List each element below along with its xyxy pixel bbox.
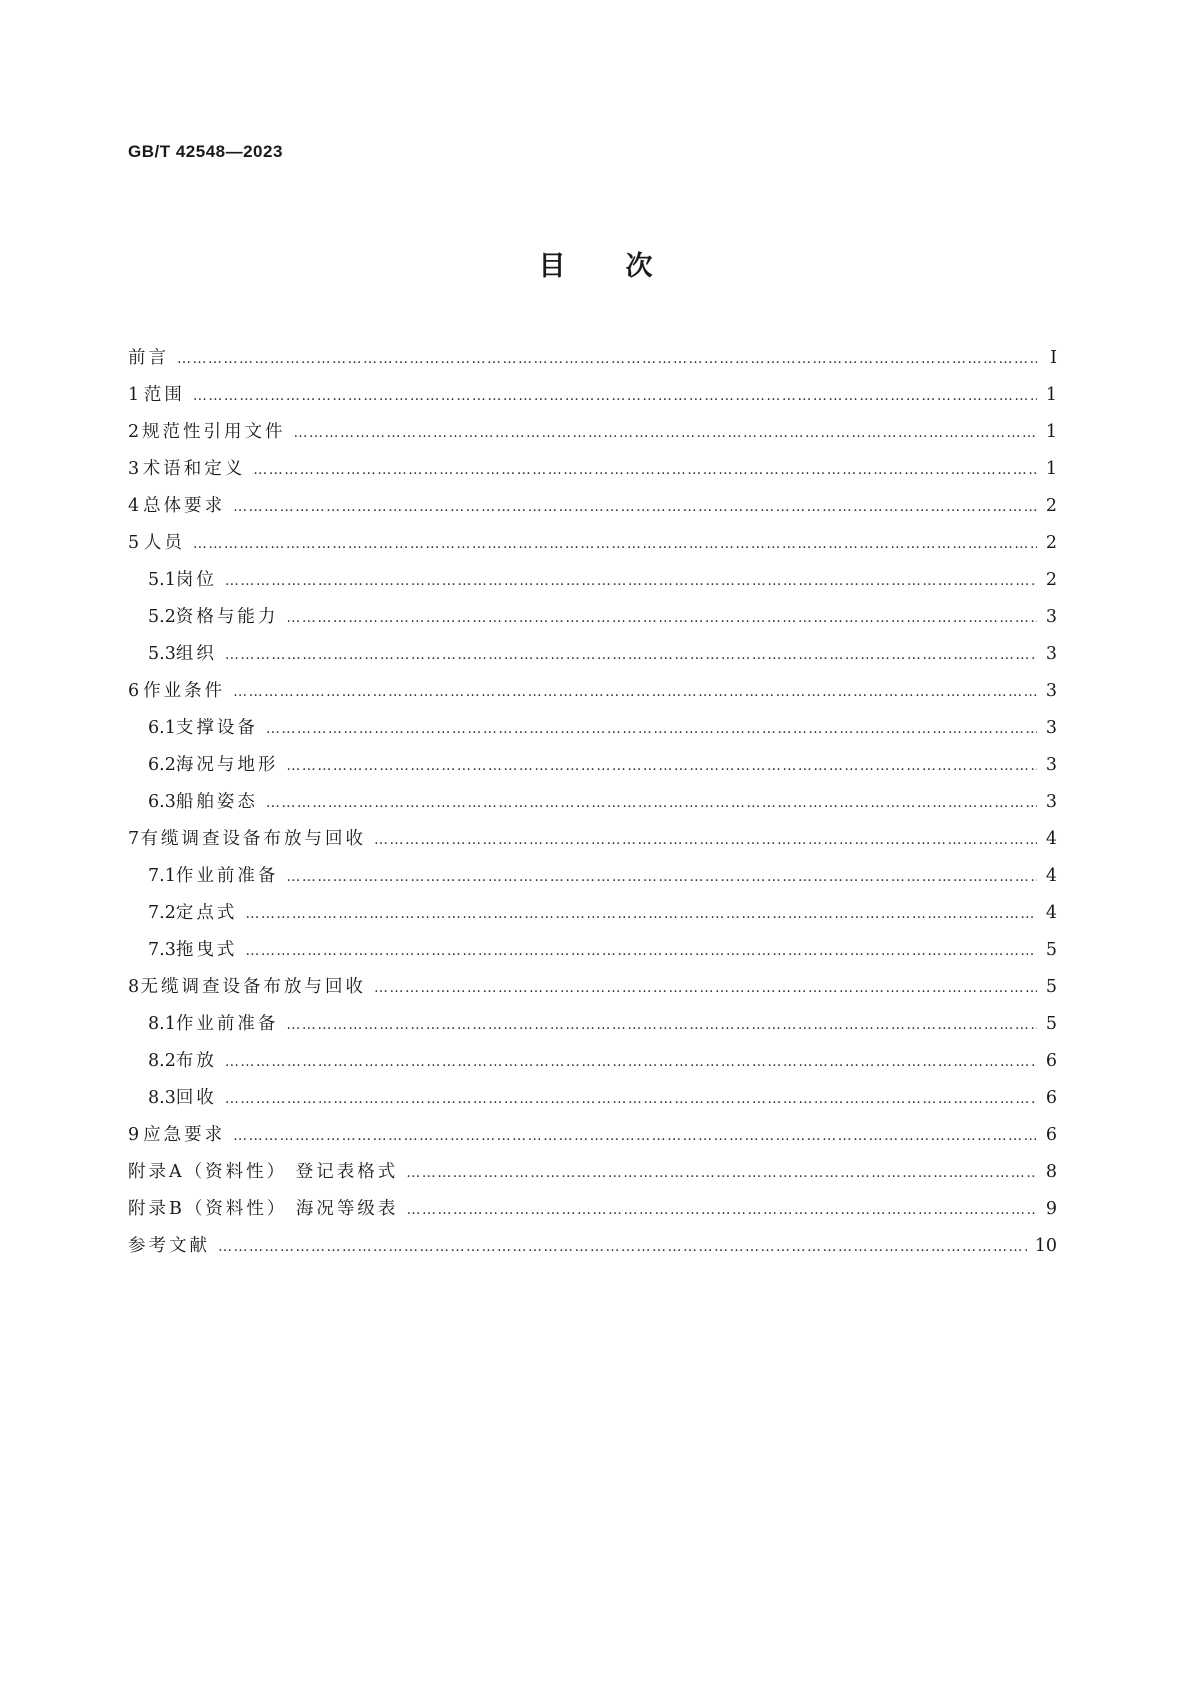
- toc-entry-label: 布放: [175, 1051, 217, 1071]
- toc-entry-page: 1: [1045, 385, 1057, 405]
- toc-leader-dots: [225, 1081, 1037, 1118]
- toc-entry-number: 1: [128, 385, 140, 405]
- toc-entry-label: 作业前准备: [175, 1014, 279, 1034]
- toc-entry[interactable]: [128, 969, 1057, 1006]
- toc-entry-label: 人员: [143, 533, 185, 553]
- toc-entry-label: 海况与地形: [175, 755, 279, 775]
- toc-entry[interactable]: [128, 1154, 1057, 1191]
- toc-entry-number: 6.3: [148, 792, 176, 812]
- toc-entry-page: 3: [1045, 718, 1057, 738]
- toc-leader-dots: [225, 637, 1037, 674]
- toc-entry-label: 应急要求: [143, 1125, 226, 1145]
- toc-entry-page: Ⅰ: [1050, 348, 1057, 368]
- toc-entry-page: 1: [1045, 422, 1057, 442]
- toc-leader-dots: [406, 1192, 1037, 1229]
- toc-entry-page: 6: [1045, 1088, 1057, 1108]
- toc-leader-dots: [233, 674, 1037, 711]
- toc-entry[interactable]: [128, 1080, 1057, 1117]
- toc-leader-dots: [374, 970, 1037, 1007]
- toc-entry[interactable]: [128, 821, 1057, 858]
- toc-leader-dots: [218, 1229, 1027, 1266]
- toc-entry[interactable]: [128, 636, 1057, 673]
- toc-leader-dots: [253, 452, 1037, 489]
- toc-entry[interactable]: [128, 1117, 1057, 1154]
- toc-entry-number: 2: [128, 422, 140, 442]
- toc-entry-label: 规范性引用文件: [141, 422, 286, 442]
- toc-entry[interactable]: [128, 747, 1057, 784]
- toc-entry-page: 10: [1034, 1236, 1057, 1256]
- toc-entry[interactable]: [128, 895, 1057, 932]
- toc-entry-number: 5.3: [148, 644, 176, 664]
- toc-entry-page: 4: [1045, 866, 1057, 886]
- toc-entry[interactable]: [128, 451, 1057, 488]
- toc-leader-dots: [286, 859, 1037, 896]
- toc-entry-number: 8.1: [148, 1014, 176, 1034]
- toc-entry-number: 4: [128, 496, 140, 516]
- toc-entry-number: 7: [128, 829, 140, 849]
- toc-entry[interactable]: [128, 1191, 1057, 1228]
- toc-entry-label: 附录A（资料性） 登记表格式: [128, 1162, 399, 1182]
- toc-leader-dots: [225, 563, 1037, 600]
- toc-entry-page: 6: [1045, 1125, 1057, 1145]
- toc-leader-dots: [293, 415, 1037, 452]
- toc-leader-dots: [193, 526, 1037, 563]
- toc-entry[interactable]: [128, 340, 1057, 377]
- toc-entry[interactable]: [128, 1006, 1057, 1043]
- toc-leader-dots: [374, 822, 1037, 859]
- toc-entry-page: 9: [1045, 1199, 1057, 1219]
- toc-leader-dots: [245, 896, 1037, 933]
- toc-leader-dots: [233, 1118, 1037, 1155]
- toc-entry-number: 8.3: [148, 1088, 176, 1108]
- toc-entry-page: 5: [1045, 977, 1057, 997]
- toc-leader-dots: [177, 341, 1037, 378]
- toc-entry-number: 9: [128, 1125, 140, 1145]
- toc-entry-page: 1: [1045, 459, 1057, 479]
- toc-entry-page: 3: [1045, 755, 1057, 775]
- toc-entry-label: 术语和定义: [142, 459, 246, 479]
- toc-leader-dots: [245, 933, 1037, 970]
- document-code: GB/T 42548—2023: [128, 142, 283, 161]
- toc-entry-page: 3: [1045, 644, 1057, 664]
- toc-entry[interactable]: [128, 414, 1057, 451]
- toc-entry-number: 8.2: [148, 1051, 176, 1071]
- toc-entry-page: 3: [1045, 607, 1057, 627]
- toc-entry-label: 作业条件: [143, 681, 226, 701]
- toc-entry-label: 前言: [128, 348, 169, 368]
- toc-entry-number: 7.3: [148, 940, 176, 960]
- toc-entry-page: 2: [1045, 496, 1057, 516]
- toc-entry[interactable]: [128, 932, 1057, 969]
- toc-entry-label: 总体要求: [143, 496, 226, 516]
- toc-entry[interactable]: [128, 858, 1057, 895]
- toc-entry-number: 7.2: [148, 903, 176, 923]
- toc-entry-number: 6.1: [148, 718, 176, 738]
- toc-entry[interactable]: [128, 599, 1057, 636]
- toc-entry-number: 5.2: [148, 607, 176, 627]
- toc-entry-label: 组织: [175, 644, 217, 664]
- toc-entry-page: 6: [1045, 1051, 1057, 1071]
- toc-entry-number: 7.1: [148, 866, 176, 886]
- toc-entry[interactable]: [128, 377, 1057, 414]
- toc-entry-page: 2: [1045, 570, 1057, 590]
- toc-entry-number: 5.1: [148, 570, 176, 590]
- toc-entry-page: 8: [1045, 1162, 1057, 1182]
- toc-entry[interactable]: [128, 1228, 1057, 1265]
- toc-entry-page: 4: [1045, 829, 1057, 849]
- toc-leader-dots: [406, 1155, 1037, 1192]
- toc-entry-label: 范围: [143, 385, 185, 405]
- toc-entry-number: 3: [128, 459, 140, 479]
- toc-entry-label: 资格与能力: [175, 607, 279, 627]
- toc-leader-dots: [266, 711, 1037, 748]
- toc-entry-page: 3: [1045, 792, 1057, 812]
- toc-entry[interactable]: [128, 488, 1057, 525]
- toc-entry[interactable]: [128, 1043, 1057, 1080]
- toc-leader-dots: [233, 489, 1037, 526]
- toc-entry-label: 定点式: [175, 903, 238, 923]
- toc-entry[interactable]: [128, 784, 1057, 821]
- toc-entry-label: 岗位: [175, 570, 217, 590]
- toc-leader-dots: [286, 600, 1037, 637]
- toc-entry-number: 5: [128, 533, 140, 553]
- toc-entry-number: 6: [128, 681, 140, 701]
- toc-entry-label: 参考文献: [128, 1236, 210, 1256]
- page-title: 目次: [538, 251, 713, 282]
- toc-entry[interactable]: [128, 562, 1057, 599]
- toc-entry-label: 回收: [175, 1088, 217, 1108]
- toc-entry-page: 5: [1045, 1014, 1057, 1034]
- toc-entry-number: 6.2: [148, 755, 176, 775]
- toc-entry-label: 无缆调查设备布放与回收: [140, 977, 366, 997]
- toc-entry-label: 船舶姿态: [175, 792, 258, 812]
- toc-entry-label: 附录B（资料性） 海况等级表: [128, 1199, 399, 1219]
- toc-entry-label: 拖曳式: [175, 940, 238, 960]
- toc-entry-number: 8: [128, 977, 140, 997]
- toc-entry-page: 3: [1045, 681, 1057, 701]
- toc-entry-label: 作业前准备: [175, 866, 279, 886]
- toc-entry-page: 4: [1045, 903, 1057, 923]
- toc-entry[interactable]: [128, 673, 1057, 710]
- toc-entry-label: 支撑设备: [175, 718, 258, 738]
- toc-entry-page: 5: [1045, 940, 1057, 960]
- toc-leader-dots: [266, 785, 1037, 822]
- toc-entry-label: 有缆调查设备布放与回收: [140, 829, 366, 849]
- toc-leader-dots: [225, 1044, 1037, 1081]
- toc-leader-dots: [286, 748, 1037, 785]
- table-of-contents: [128, 340, 1057, 1265]
- toc-leader-dots: [286, 1007, 1037, 1044]
- toc-entry[interactable]: [128, 710, 1057, 747]
- toc-entry-page: 2: [1045, 533, 1057, 553]
- toc-leader-dots: [193, 378, 1037, 415]
- toc-entry[interactable]: [128, 525, 1057, 562]
